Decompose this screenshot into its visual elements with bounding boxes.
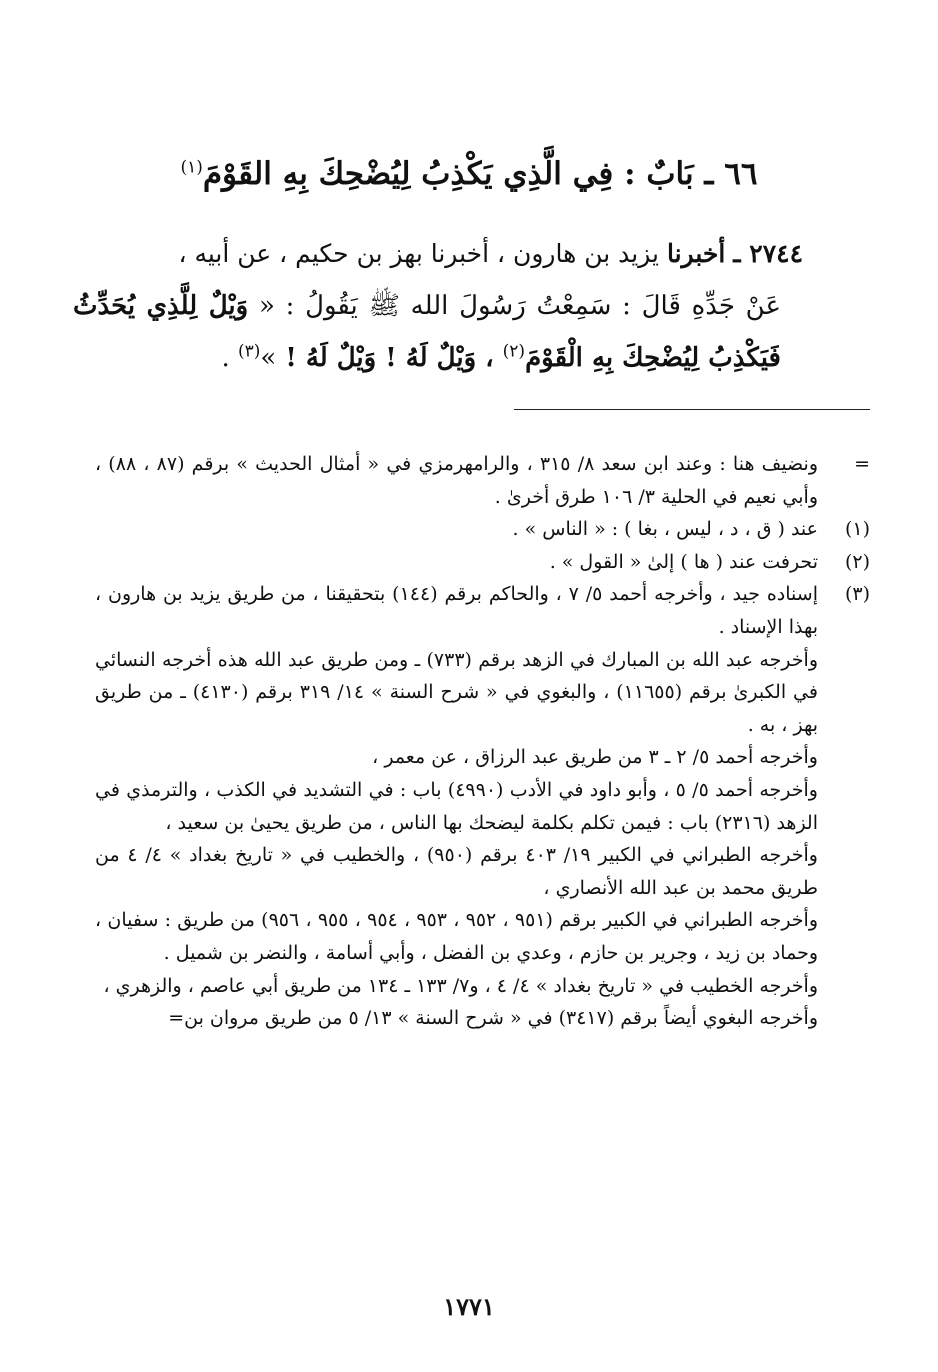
footnote-paragraph: وأخرجه الطبراني في الكبير ١٩/ ٤٠٣ برقم (٩٥٠) ، والخطيب في « تاريخ بغداد » ٤/ ٤ من طريق محمد بن عبد الله الأنصاري ، — [95, 844, 818, 899]
footnote-paragraph: وأخرجه الخطيب في « تاريخ بغداد » ٤/ ٤ ، و٧/ ١٣٣ ـ ١٣٤ من طريق أبي عاصم ، والزهري ، — [103, 974, 818, 997]
footnote-separator — [514, 409, 870, 410]
footnote-text: عند ( ق ، د ، ليس ، بغا ) : « الناس » . — [512, 518, 818, 541]
hadith-block — [73, 228, 843, 384]
chapter-heading — [100, 152, 838, 196]
chapter-title-text: ٦٦ ـ بَابٌ : فِي الَّذِي يَكْذِبُ لِيُضْحِكَ بِهِ القَوْمَ — [202, 156, 758, 192]
footnote-text: إسناده جيد ، وأخرجه أحمد ٥/ ٧ ، والحاكم برقم (١٤٤) بتحقيقنا ، من طريق يزيد بن هارون ، بهذا الإسناد . — [95, 583, 818, 638]
isnad-text: يزيد بن هارون ، أخبرنا بهز بن حكيم ، عن أبيه ، — [178, 239, 667, 268]
footnote-1 — [95, 513, 870, 546]
footnote-continued — [95, 448, 870, 513]
footnote-3 — [95, 578, 870, 1034]
footnote-text: ونضيف هنا : وعند ابن سعد ٨/ ٣١٥ ، والرامهرمزي في « أمثال الحديث » برقم (٨٧ ، ٨٨) ، وأبي نعيم في الحلية ٣/ ١٠٦ طرق أخرىٰ . — [95, 453, 818, 508]
footnote-2 — [95, 546, 870, 579]
matn-intro: عَنْ جَدِّهِ قَالَ : سَمِعْتُ رَسُولَ الله ﷺ يَقُولُ : « — [248, 291, 781, 321]
footnote-paragraph: وأخرجه أحمد ٥/ ٢ ـ ٣ من طريق عبد الرزاق ، عن معمر ، — [372, 746, 818, 769]
matn-end: . — [221, 343, 238, 373]
isnad-lead: أخبرنا — [666, 239, 726, 268]
footnote-mark: (١) — [844, 518, 870, 541]
footnote-mark: = — [854, 453, 870, 475]
footnote-paragraph: وأخرجه أحمد ٥/ ٥ ، وأبو داود في الأدب (٤٩٩٠) باب : في التشديد في الكذب ، والترمذي في الزهد (٢٣١٦) باب : فيمن تكلم بكلمة ليضحك بها الناس ، من طريق يحيىٰ بن سعيد ، — [95, 778, 818, 834]
footnote-mark: (٣) — [844, 583, 870, 606]
hadith-isnad — [73, 228, 843, 280]
page-number: ١٧٧١ — [443, 1292, 495, 1321]
matn-close: » — [260, 343, 277, 373]
footnote-paragraph: وأخرجه الطبراني في الكبير برقم (٩٥١ ، ٩٥٢ ، ٩٥٣ ، ٩٥٤ ، ٩٥٥ ، ٩٥٦) من طريق : سفيان ، وحماد بن زيد ، وجرير بن حازم ، وعدي بن الفضل ، وأبي أسامة ، والنضر بن شميل . — [95, 909, 819, 964]
matn-quote-cont: ، وَيْلٌ لَهُ ! وَيْلٌ لَهُ ! — [276, 343, 503, 373]
footnote-text: تحرفت عند ( ها ) إلىٰ « القول » . — [549, 550, 818, 573]
footnotes — [95, 448, 870, 1035]
footnote-mark: (٢) — [844, 550, 870, 573]
hadith-matn — [73, 280, 843, 384]
matn-quote: وَيْلٌ لِلَّذِي يُحَدِّثُ فَيَكْذِبُ لِيُضْحِكَ بِهِ الْقَوْمَ — [73, 291, 781, 373]
footnote-ref-2: (٢) — [502, 341, 526, 362]
hadith-number: ٢٧٤٤ ـ — [733, 239, 803, 268]
footnote-ref-1: (١) — [180, 157, 203, 178]
footnote-ref-3: (٣) — [237, 341, 261, 362]
footnote-paragraph: وأخرجه عبد الله بن المبارك في الزهد برقم (٧٣٣) ـ ومن طريق عبد الله هذه أخرجه النسائي في الكبرىٰ برقم (١١٦٥٥) ، والبغوي في « شرح السنة » ١٤/ ٣١٩ برقم (٤١٣٠) ـ من طريق بهز ، به . — [95, 648, 818, 736]
footnote-paragraph: وأخرجه البغوي أيضاً برقم (٣٤١٧) في « شرح السنة » ١٣/ ٥ من طريق مروان بن= — [168, 1007, 818, 1030]
